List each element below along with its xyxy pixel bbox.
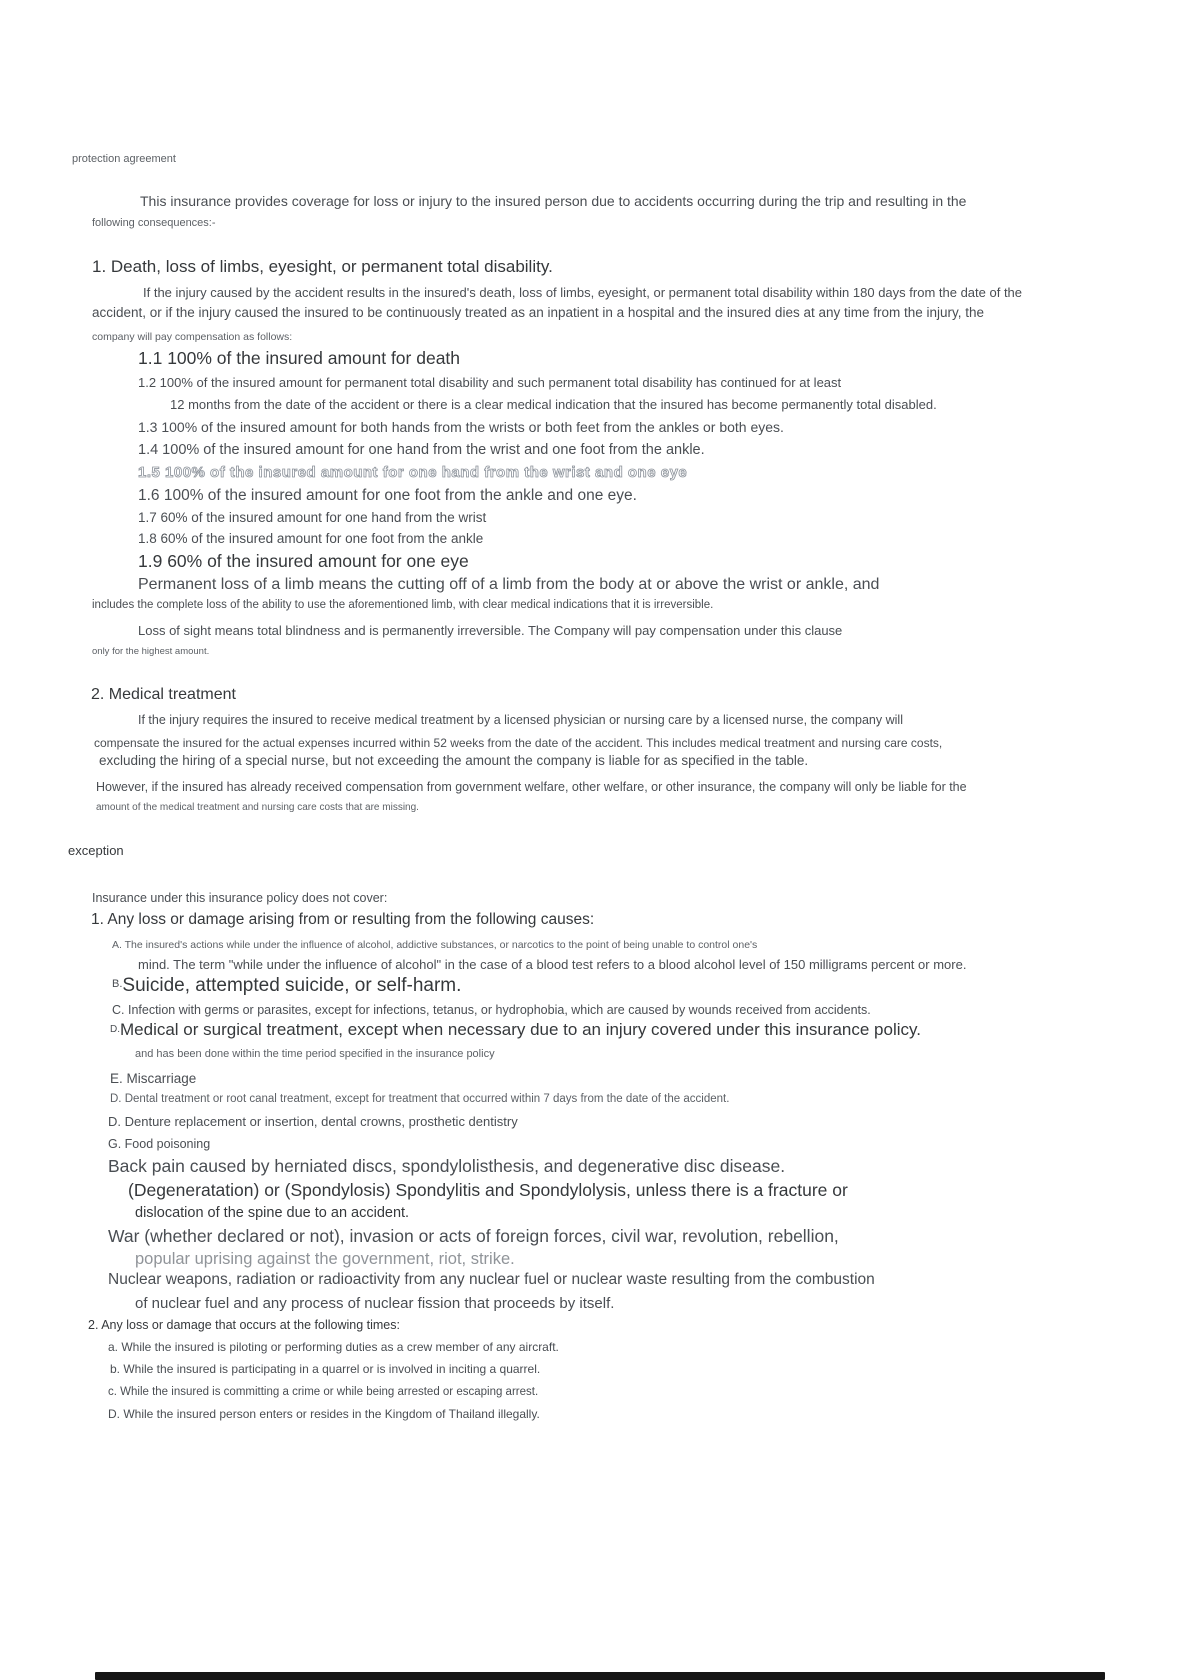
exception-item-dental: D. Dental treatment or root canal treatment, except for treatment that occurred within 7 days from the date of the accident. — [110, 1093, 730, 1105]
exception-clause-2-item-c: c. While the insured is committing a crime or while being arrested or escaping arrest. — [108, 1386, 539, 1398]
exception-item-food: G. Food poisoning — [108, 1137, 211, 1151]
clause-1-9: 1.9 60% of the insured amount for one eye — [138, 551, 469, 571]
intro-line-1: This insurance provides coverage for loss or injury to the insured person due to accidents occurring during the trip and resulting in the — [140, 193, 967, 209]
exception-item-denture: D. Denture replacement or insertion, dental crowns, prosthetic dentistry — [108, 1114, 518, 1129]
exception-back-pain-line-2: (Degeneratation) or (Spondylosis) Spondylitis and Spondylolysis, unless there is a fracture or — [128, 1180, 848, 1200]
exception-item-c: C. Infection with germs or parasites, except for infections, tetanus, or hydrophobia, which are caused by wounds received from accidents. — [112, 1003, 871, 1017]
permanent-loss-line-1: Permanent loss of a limb means the cutting off of a limb from the body at or above the wrist or ankle, and — [138, 576, 880, 593]
section-2-para-line-3: excluding the hiring of a special nurse, but not exceeding the amount the company is liable for as specified in the table. — [99, 753, 809, 768]
exception-item-b-text: Suicide, attempted suicide, or self-harm. — [122, 975, 462, 996]
exception-war-line-1: War (whether declared or not), invasion or acts of foreign forces, civil war, revolution, rebellion, — [108, 1226, 839, 1246]
section-2-para2-line-1: However, if the insured has already received compensation from government welfare, other welfare, or other insurance, the company will only be liable for the — [96, 780, 967, 794]
exception-item-e: E. Miscarriage — [110, 1071, 197, 1086]
section-1-para-line-3: company will pay compensation as follows: — [92, 331, 293, 343]
section-1-title: 1. Death, loss of limbs, eyesight, or permanent total disability. — [92, 257, 553, 276]
clause-1-3: 1.3 100% of the insured amount for both hands from the wrists or both feet from the ankles or both eyes. — [138, 419, 784, 435]
section-2-para-line-2: compensate the insured for the actual expenses incurred within 52 weeks from the date of the accident. This includes medical treatment and nursing care costs, — [94, 736, 943, 750]
section-2-para2-line-2: amount of the medical treatment and nursing care costs that are missing. — [96, 802, 419, 813]
intro-line-2: following consequences:- — [92, 217, 216, 229]
exception-clause-2-item-a: a. While the insured is piloting or performing duties as a crew member of any aircraft. — [108, 1340, 559, 1354]
exception-item-b-prefix: B. — [112, 978, 123, 990]
section-2-para-line-1: If the injury requires the insured to receive medical treatment by a licensed physician or nursing care by a licensed nurse, the company will — [138, 713, 903, 727]
permanent-loss-line-2: includes the complete loss of the ability to use the aforementioned limb, with clear medical indications that it is irreversible. — [92, 599, 714, 611]
exception-nuclear-line-2: of nuclear fuel and any process of nuclear fission that proceeds by itself. — [135, 1295, 615, 1312]
exception-item-a-line-1: A. The insured's actions while under the influence of alcohol, addictive substances, or narcotics to the point of being unable to control one's — [112, 939, 758, 951]
clause-1-8: 1.8 60% of the insured amount for one foot from the ankle — [138, 531, 484, 546]
scan-edge-artifact — [95, 1672, 1105, 1680]
clause-1-5: 1.5 100% of the insured amount for one hand from the wrist and one eye — [138, 464, 688, 481]
exception-clause-2-item-b: b. While the insured is participating in a quarrel or is involved in inciting a quarrel. — [110, 1362, 541, 1376]
exception-item-d — [110, 1020, 921, 1040]
exception-item-d-text: Medical or surgical treatment, except when necessary due to an injury covered under this insurance policy. — [120, 1020, 921, 1039]
exception-war-line-2: popular uprising against the government, riot, strike. — [135, 1250, 515, 1268]
exception-item-d-note: and has been done within the time period specified in the insurance policy — [135, 1048, 495, 1060]
exception-item-a-line-2: mind. The term "while under the influence of alcohol" in the case of a blood test refers to a blood alcohol level of 150 milligrams percent or more. — [138, 957, 967, 972]
section-1-para-line-2: accident, or if the injury caused the insured to be continuously treated as an inpatient in a hospital and the insured dies at any time from the injury, the — [92, 305, 985, 320]
exception-clause-1-title: 1. Any loss or damage arising from or resulting from the following causes: — [91, 911, 595, 928]
exception-intro: Insurance under this insurance policy does not cover: — [92, 891, 388, 905]
exception-clause-2-item-d: D. While the insured person enters or resides in the Kingdom of Thailand illegally. — [108, 1407, 540, 1421]
exception-back-pain-line-1: Back pain caused by herniated discs, spondylolisthesis, and degenerative disc disease. — [108, 1156, 786, 1176]
exception-title: exception — [68, 843, 124, 858]
exception-clause-2-title: 2. Any loss or damage that occurs at the following times: — [88, 1318, 400, 1332]
clause-1-6: 1.6 100% of the insured amount for one foot from the ankle and one eye. — [138, 487, 637, 504]
clause-1-4: 1.4 100% of the insured amount for one hand from the wrist and one foot from the ankle. — [138, 442, 705, 458]
clause-1-1: 1.1 100% of the insured amount for death — [138, 348, 461, 368]
loss-of-sight-line-1: Loss of sight means total blindness and is permanently irreversible. The Company will pay compensation under this clause — [138, 623, 843, 638]
doc-header: protection agreement — [72, 153, 176, 165]
exception-item-b — [112, 975, 461, 997]
loss-of-sight-line-2: only for the highest amount. — [92, 646, 210, 657]
clause-1-7: 1.7 60% of the insured amount for one hand from the wrist — [138, 510, 487, 525]
section-2-title: 2. Medical treatment — [91, 686, 236, 703]
exception-back-pain-line-3: dislocation of the spine due to an accident. — [135, 1205, 410, 1221]
clause-1-2: 1.2 100% of the insured amount for permanent total disability and such permanent total disability has continued for at least — [138, 375, 842, 390]
exception-item-d-prefix: D. — [110, 1024, 120, 1035]
exception-nuclear-line-1: Nuclear weapons, radiation or radioactivity from any nuclear fuel or nuclear waste resulting from the combustion — [108, 1271, 875, 1288]
section-1-para-line-1: If the injury caused by the accident results in the insured's death, loss of limbs, eyesight, or permanent total disability within 180 days from the date of the — [143, 285, 1023, 300]
clause-1-2-continued: 12 months from the date of the accident or there is a clear medical indication that the insured has become permanently total disabled. — [170, 397, 937, 412]
